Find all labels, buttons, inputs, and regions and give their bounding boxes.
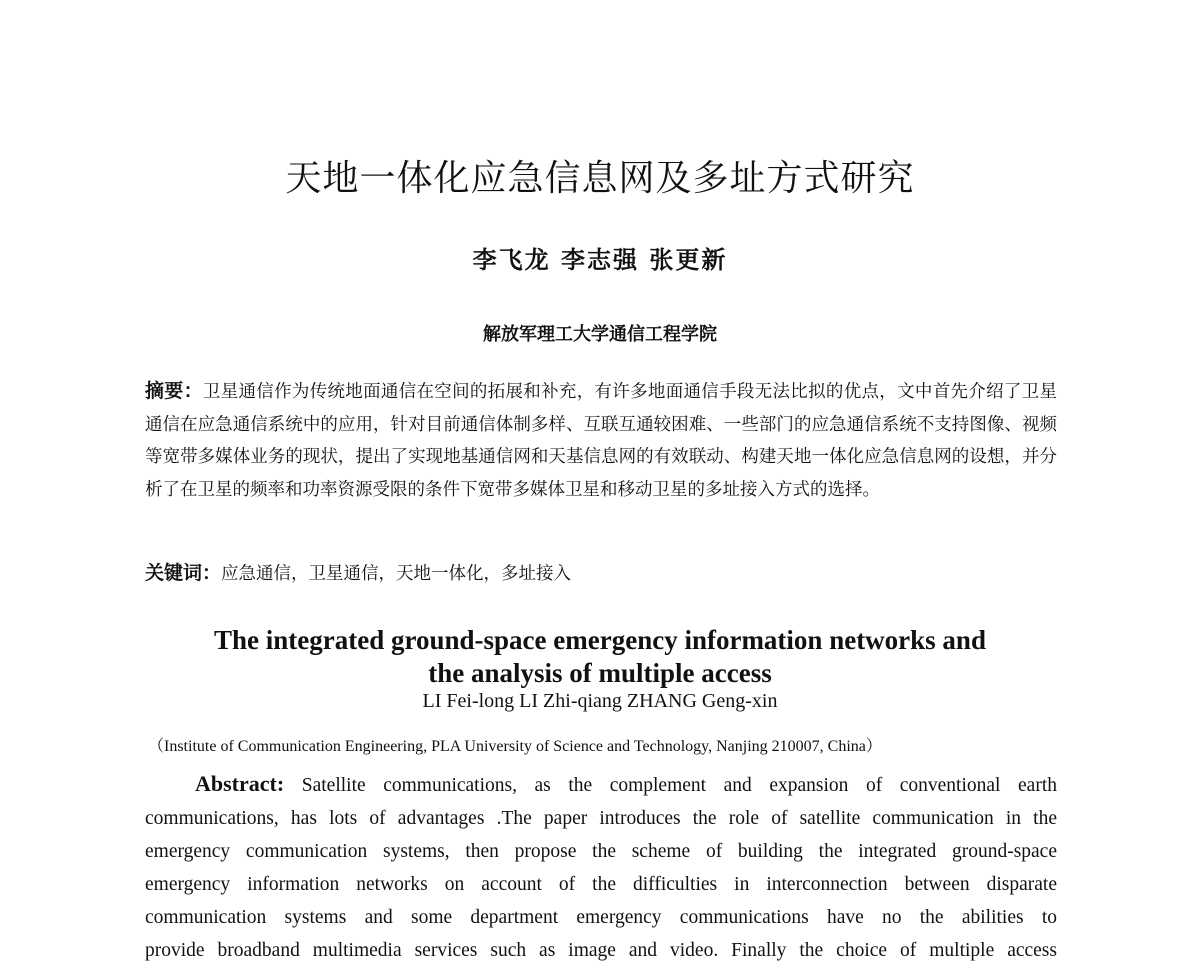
abstract-line: communication systems and some department emergency communications have no the abilities to	[145, 907, 1057, 928]
abstract-line: 天基信息网的有效联动、构建天地一体化应急信息网的设想，并分析了在卫星的频率和功率资源	[145, 447, 1058, 500]
title-line: The integrated ground-space emergency information networks and	[214, 625, 986, 655]
paper-title-english	[0, 624, 1200, 690]
abstract-line: emergency communication systems, then propose the scheme of building the integrated ground-space	[145, 841, 1057, 862]
abstract-line: Abstract: Satellite communications, as the complement and expansion of conventional earth	[195, 771, 1057, 796]
affiliation-chinese: 解放军理工大学通信工程学院	[483, 324, 717, 345]
abstract-english	[145, 767, 1057, 967]
abstract-label-english: Abstract:	[195, 771, 285, 796]
abstract-line: emergency information networks on account of the difficulties in interconnection between disparate	[145, 874, 1057, 895]
abstract-line: 一些部门的应急通信系统不支持图像、视频等宽带多媒体业务的现状，提出了实现地基通信网和	[145, 414, 1058, 467]
abstract-line: 卫星通信作为传统地面通信在空间的拓展和补充，有许多地面通信手段无法比拟的优点，	[202, 382, 898, 402]
keywords-text-chinese: 应急通信，卫星通信，天地一体化，多址接入	[221, 564, 572, 584]
authors-english: LI Fei-long LI Zhi-qiang ZHANG Geng-xin	[422, 690, 778, 712]
title-line: the analysis of multiple access	[428, 658, 772, 688]
keywords-label-chinese: 关键词：	[145, 562, 222, 584]
affiliation-english: （Institute of Communication Engineering, PLA University of Science and Technology, Nanjing 210007, China）	[148, 738, 882, 755]
abstract-line: provide broadband multimedia services such as image and video. Finally the choice of multiple access	[145, 940, 1057, 961]
abstract-line: communications, has lots of advantages .The paper introduces the role of satellite communication in the	[145, 808, 1057, 829]
abstract-chinese	[145, 375, 1057, 506]
paper-title-chinese: 天地一体化应急信息网及多址方式研究	[285, 158, 915, 199]
abstract-line: 受限的条件下宽带多媒体卫星和移动卫星的多址接入方式的选择。	[372, 479, 880, 500]
authors-chinese: 李飞龙 李志强 张更新	[472, 245, 728, 274]
abstract-label-chinese: 摘要：	[145, 380, 203, 402]
keywords-chinese	[145, 557, 1057, 591]
abstract-line: 文中首先介绍了卫星通信在应急通信系统中的应用，针对目前通信体制多样、互联互通较困难、	[145, 382, 1057, 435]
